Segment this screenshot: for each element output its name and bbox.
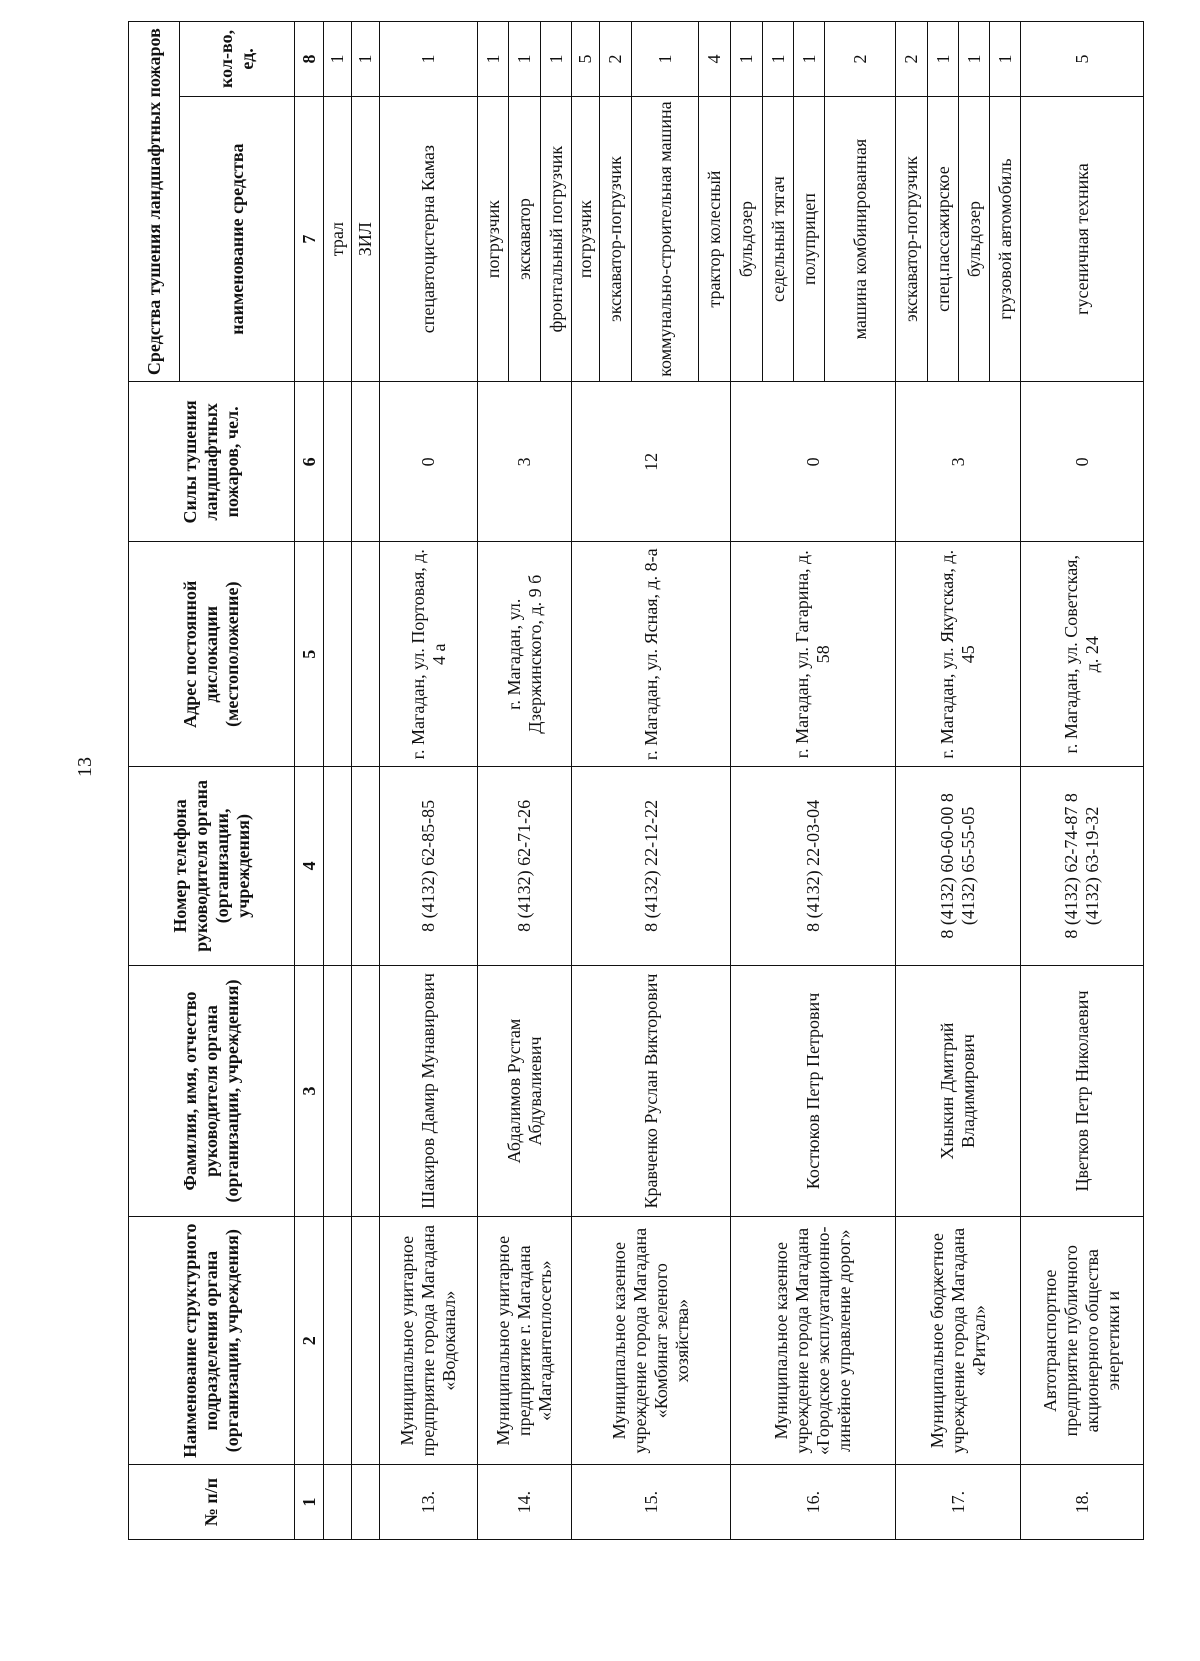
- address: г. Магадан, ул. Портовая, д. 4 а: [380, 542, 478, 767]
- means-name: грузовой автомобиль: [990, 96, 1021, 381]
- means-name: экскаватор-погрузчик: [896, 96, 928, 381]
- header-num: № п/п: [129, 1465, 295, 1540]
- means-name: экскаватор: [509, 96, 541, 381]
- continuation-row: [324, 22, 352, 1540]
- phone: 8 (4132) 60-60-00 8 (4132) 65-55-05: [896, 767, 1021, 966]
- means-qty: 1: [731, 22, 763, 97]
- table-row: [731, 22, 763, 1540]
- means-qty: 2: [896, 22, 928, 97]
- means-name: спец.пассажирское: [928, 96, 959, 381]
- means-qty: 1: [478, 22, 509, 97]
- phone: 8 (4132) 22-12-22: [572, 767, 731, 966]
- phone: 8 (4132) 62-85-85: [380, 767, 478, 966]
- means-name: ЗИЛ: [352, 96, 380, 381]
- forces-count: 3: [478, 382, 572, 542]
- means-qty: 1: [352, 22, 380, 97]
- empty-cell: [352, 382, 380, 542]
- forces-count: 0: [380, 382, 478, 542]
- means-name: спецавтоцистерна Камаз: [380, 96, 478, 381]
- phone: 8 (4132) 62-71-26: [478, 767, 572, 966]
- forces-count: 0: [1021, 382, 1144, 542]
- col-number: 3: [295, 965, 324, 1216]
- means-qty: 1: [990, 22, 1021, 97]
- header-row: [129, 22, 180, 1540]
- table-row: [572, 22, 600, 1540]
- header-means: Средства тушения ландшафтных пожаров: [129, 22, 180, 382]
- means-qty: 1: [928, 22, 959, 97]
- table-row: [896, 22, 928, 1540]
- empty-cell: [324, 542, 352, 767]
- address: г. Магадан, ул. Гагарина, д. 58: [731, 542, 896, 767]
- rotated-page: [62, 0, 1123, 1548]
- col-number: 4: [295, 767, 324, 966]
- header-phone: Номер телефона руководителя органа (организации, учреждения): [129, 767, 295, 966]
- address: г. Магадан, ул. Якутская, д. 45: [896, 542, 1021, 767]
- row-number: 16.: [731, 1465, 896, 1540]
- head-fio: Абдалимов Рустам Абдувалиевич: [478, 965, 572, 1216]
- row-number: 14.: [478, 1465, 572, 1540]
- head-fio: Шакиров Дамир Мунавирович: [380, 965, 478, 1216]
- header-forces: Силы тушения ландшафтных пожаров, чел.: [129, 382, 295, 542]
- continuation-row: [352, 22, 380, 1540]
- empty-cell: [324, 1465, 352, 1540]
- head-fio: Костюков Петр Петрович: [731, 965, 896, 1216]
- means-qty: 5: [1021, 22, 1144, 97]
- address: г. Магадан, ул. Советская, д. 24: [1021, 542, 1144, 767]
- header-fio: Фамилия, имя, отчество руководителя органа (организации, учреждения): [129, 965, 295, 1216]
- table-row: [380, 22, 478, 1540]
- means-name: бульдозер: [731, 96, 763, 381]
- empty-cell: [352, 1465, 380, 1540]
- header-means-name: наименование средства: [180, 96, 295, 381]
- means-qty: 1: [541, 22, 572, 97]
- means-name: машина комбинированная: [825, 96, 896, 381]
- header-name: Наименование структурного подразделения органа (организации, учреждения): [129, 1217, 295, 1465]
- means-name: гусеничная техника: [1021, 96, 1144, 381]
- head-fio: Кравченко Руслан Викторович: [572, 965, 731, 1216]
- empty-cell: [352, 1217, 380, 1465]
- means-name: погрузчик: [478, 96, 509, 381]
- org-name: Автотранспортное предприятие публичного акционерного общества энергетики и: [1021, 1217, 1144, 1465]
- address: г. Магадан, ул. Ясная, д. 8-а: [572, 542, 731, 767]
- head-fio: Хныкин Дмитрий Владимирович: [896, 965, 1021, 1216]
- means-qty: 1: [509, 22, 541, 97]
- means-qty: 1: [324, 22, 352, 97]
- means-qty: 1: [632, 22, 699, 97]
- table-row: [1021, 22, 1144, 1540]
- header-means-qty: кол-во, ед.: [180, 22, 295, 97]
- forces-count: 3: [896, 382, 1021, 542]
- means-name: коммунально-строительная машина: [632, 96, 699, 381]
- row-number: 17.: [896, 1465, 1021, 1540]
- col-number: 1: [295, 1465, 324, 1540]
- means-qty: 1: [380, 22, 478, 97]
- means-qty: 2: [825, 22, 896, 97]
- org-name: Муниципальное казенное учреждение города Магадана «Городское эксплуатационно-линейное управление дорог»: [731, 1217, 896, 1465]
- means-qty: 2: [600, 22, 632, 97]
- org-name: Муниципальное казенное учреждение города Магадана «Комбинат зеленого хозяйства»: [572, 1217, 731, 1465]
- means-qty: 1: [763, 22, 794, 97]
- empty-cell: [352, 767, 380, 966]
- empty-cell: [352, 542, 380, 767]
- org-name: Муниципальное бюджетное учреждение города Магадана «Ритуал»: [896, 1217, 1021, 1465]
- means-name: погрузчик: [572, 96, 600, 381]
- means-name: полуприцеп: [794, 96, 825, 381]
- org-name: Муниципальное унитарное предприятие г. Магадана «Магадантеплосеть»: [478, 1217, 572, 1465]
- col-number: 6: [295, 382, 324, 542]
- page-number: 13: [74, 757, 96, 777]
- address: г. Магадан, ул. Дзержинского, д. 9 б: [478, 542, 572, 767]
- table-row: [478, 22, 509, 1540]
- phone: 8 (4132) 22-03-04: [731, 767, 896, 966]
- empty-cell: [324, 1217, 352, 1465]
- head-fio: Цветков Петр Николаевич: [1021, 965, 1144, 1216]
- row-number: 13.: [380, 1465, 478, 1540]
- row-number: 18.: [1021, 1465, 1144, 1540]
- means-qty: 4: [699, 22, 731, 97]
- col-number: 7: [295, 96, 324, 381]
- empty-cell: [324, 965, 352, 1216]
- means-qty: 1: [794, 22, 825, 97]
- row-number: 15.: [572, 1465, 731, 1540]
- forces-table: [128, 21, 1144, 1540]
- empty-cell: [324, 382, 352, 542]
- means-name: трал: [324, 96, 352, 381]
- header-address: Адрес постоянной дислокации (местоположение): [129, 542, 295, 767]
- col-number: 2: [295, 1217, 324, 1465]
- means-name: седельный тягач: [763, 96, 794, 381]
- empty-cell: [324, 767, 352, 966]
- means-name: бульдозер: [959, 96, 990, 381]
- org-name: Муниципальное унитарное предприятие города Магадана «Водоканал»: [380, 1217, 478, 1465]
- empty-cell: [352, 965, 380, 1216]
- means-name: фронтальный погрузчик: [541, 96, 572, 381]
- col-number: 8: [295, 22, 324, 97]
- forces-count: 0: [731, 382, 896, 542]
- means-name: экскаватор-погрузчик: [600, 96, 632, 381]
- col-number: 5: [295, 542, 324, 767]
- column-number-row: [295, 22, 324, 1540]
- means-qty: 5: [572, 22, 600, 97]
- means-name: трактор колесный: [699, 96, 731, 381]
- phone: 8 (4132) 62-74-87 8 (4132) 63-19-32: [1021, 767, 1144, 966]
- forces-count: 12: [572, 382, 731, 542]
- means-qty: 1: [959, 22, 990, 97]
